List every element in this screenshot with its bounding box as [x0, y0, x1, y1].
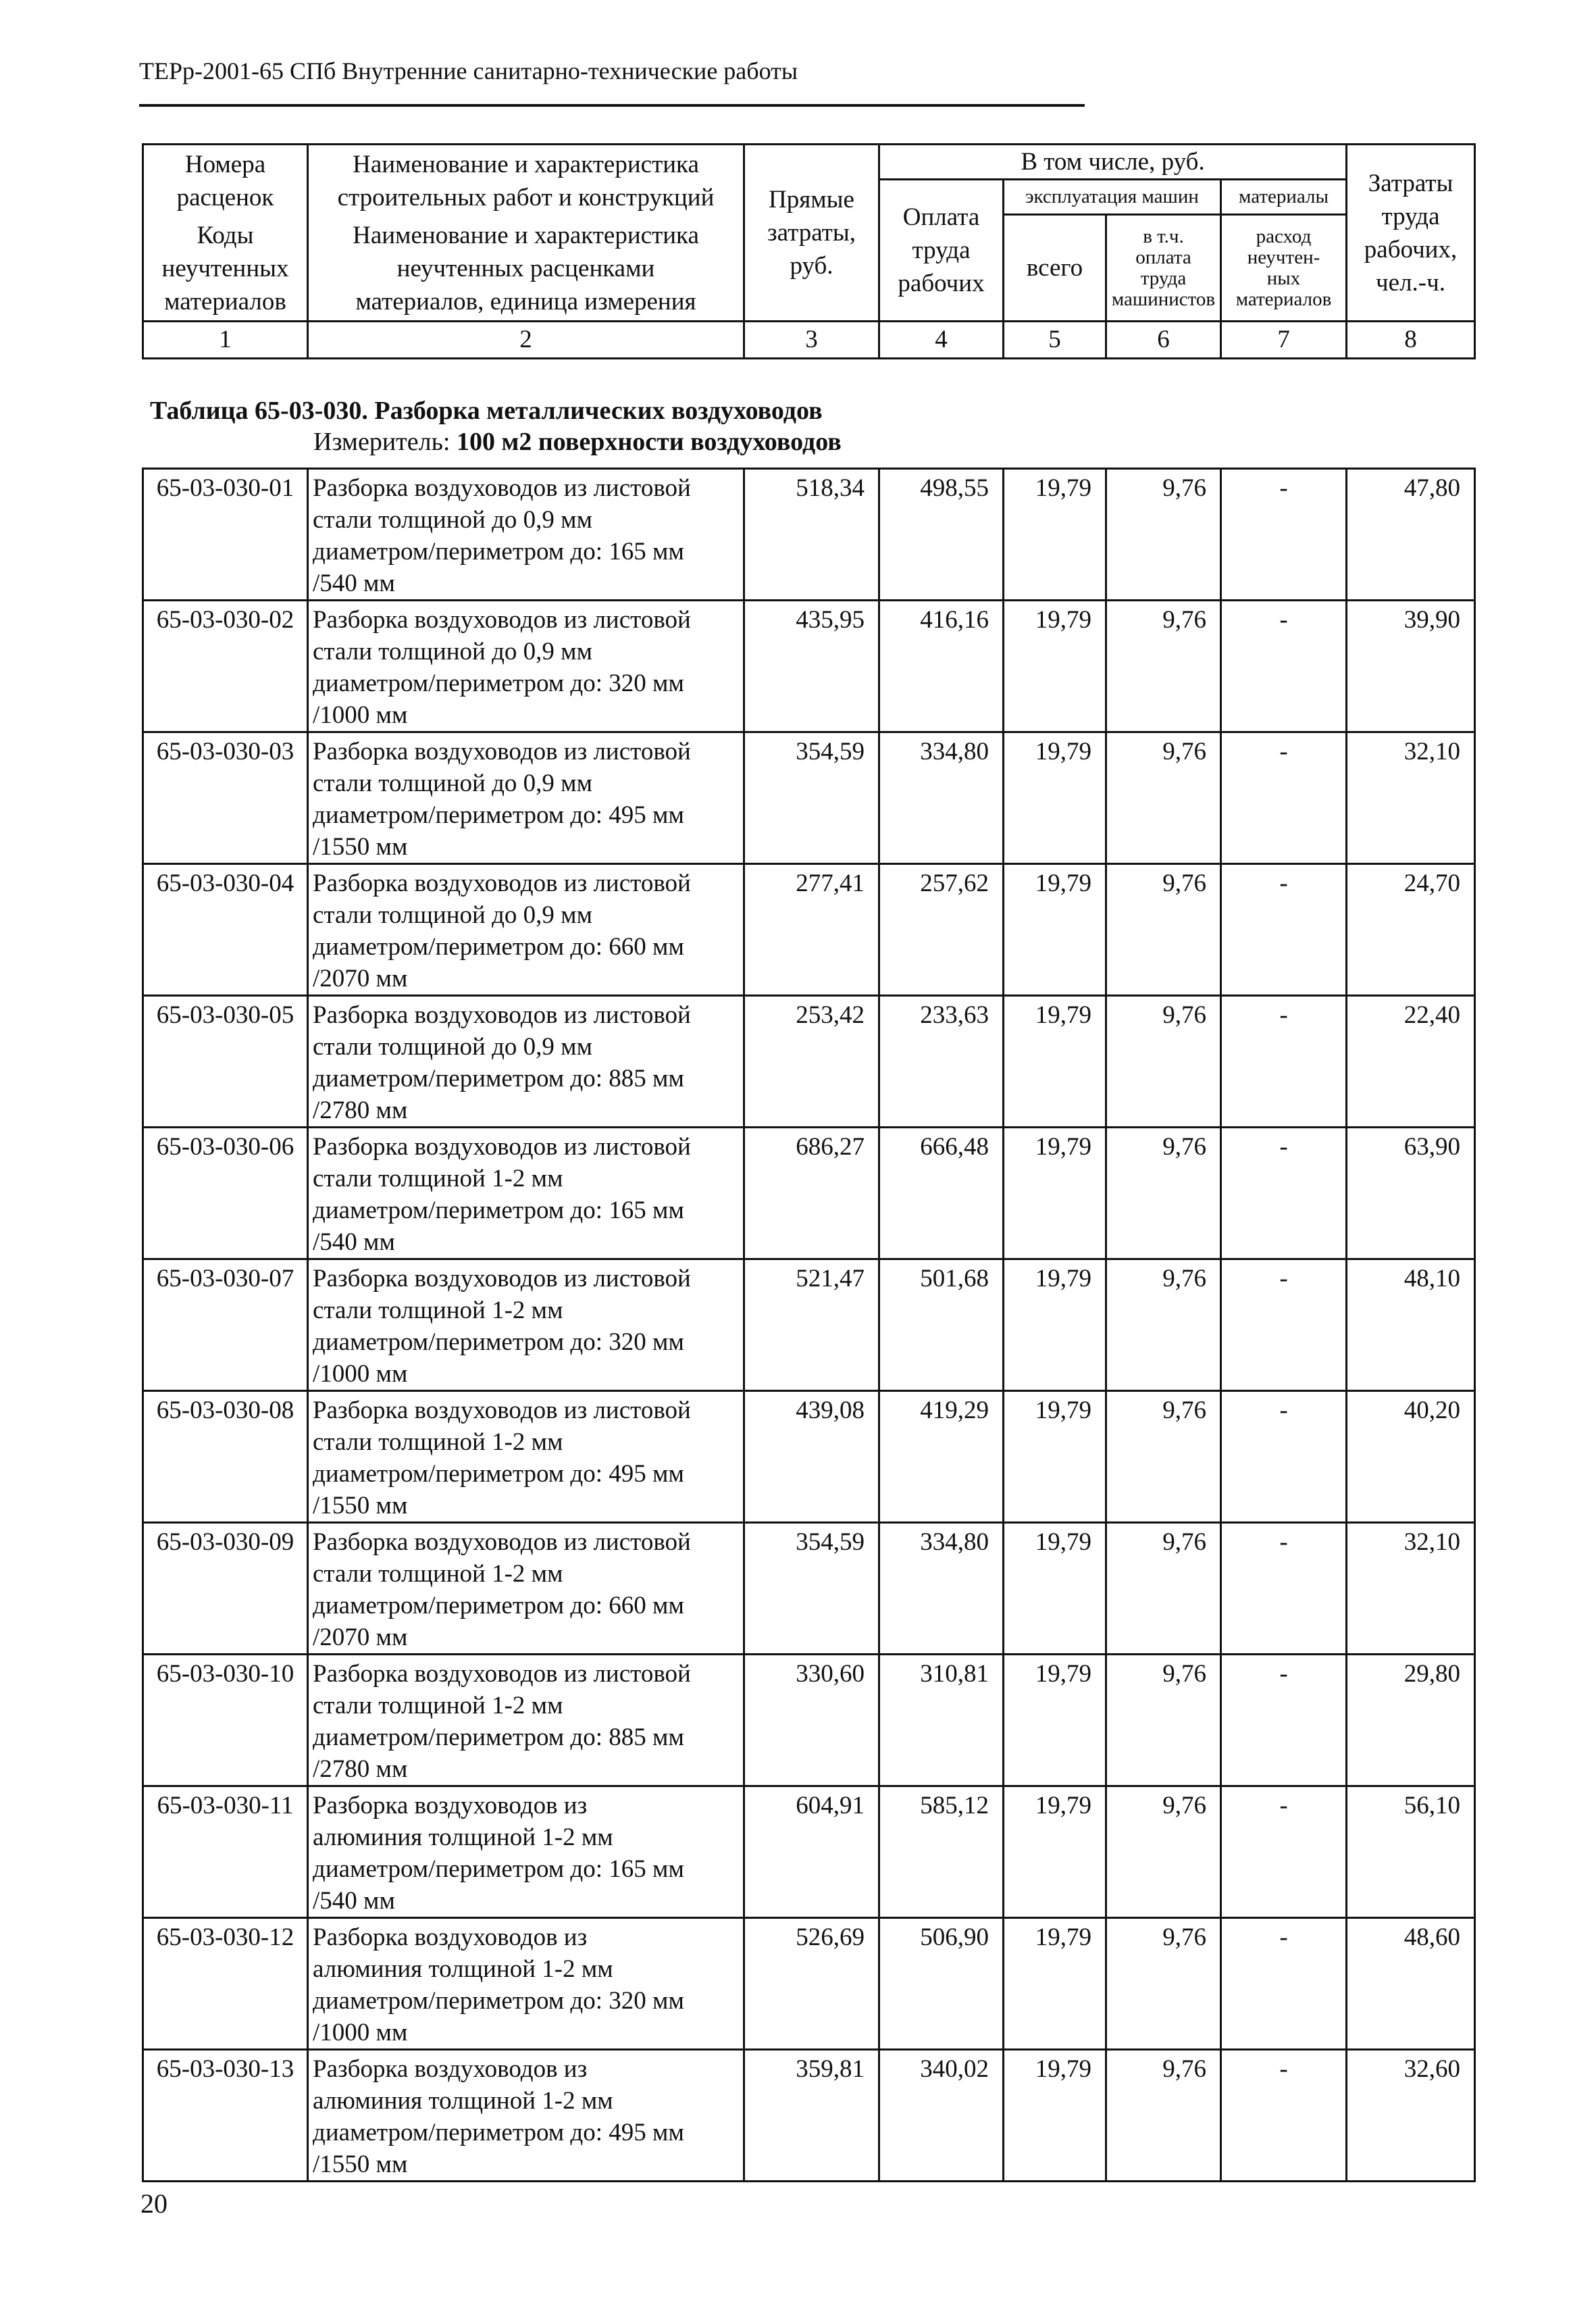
- machinists-pay: 9,76: [1106, 996, 1221, 1128]
- labor-pay-header: Оплата труда рабочих: [879, 180, 1004, 322]
- rate-code: 65-03-030-13: [143, 2050, 308, 2182]
- rate-code: 65-03-030-03: [143, 732, 308, 864]
- work-name-line: /1550 мм: [313, 2150, 408, 2178]
- unaccounted-materials: -: [1221, 1128, 1347, 1259]
- column-number: 5: [1004, 322, 1106, 359]
- work-name-line: стали толщиной до 0,9 мм: [313, 770, 593, 797]
- work-name: [308, 1391, 744, 1523]
- labor-hours-header: Затраты труда рабочих, чел.-ч.: [1347, 145, 1475, 322]
- work-name: [308, 1128, 744, 1259]
- unaccounted-materials: -: [1221, 1918, 1347, 2050]
- unaccounted-materials: -: [1221, 601, 1347, 732]
- labor-pay: 310,81: [879, 1655, 1004, 1786]
- work-name: [308, 469, 744, 601]
- machines-total: 19,79: [1004, 1259, 1106, 1391]
- table-row: [143, 1786, 1475, 1918]
- table-measure: [313, 427, 842, 457]
- unaccounted-materials: -: [1221, 1391, 1347, 1523]
- column-number: 8: [1347, 322, 1475, 359]
- header-divider: [139, 104, 1085, 107]
- work-name-line: диаметром/периметром до: 495 мм: [313, 2119, 684, 2146]
- work-name-line: /1550 мм: [313, 833, 408, 861]
- work-name: [308, 1259, 744, 1391]
- machines-total: 19,79: [1004, 996, 1106, 1128]
- labor-hours: 29,80: [1347, 1655, 1475, 1786]
- column-number: 7: [1221, 322, 1347, 359]
- labor-hours: 48,60: [1347, 1918, 1475, 2050]
- work-name-line: Разборка воздуховодов из: [313, 1923, 588, 1951]
- machines-total: 19,79: [1004, 732, 1106, 864]
- table-row: [143, 864, 1475, 996]
- direct-costs: 439,08: [744, 1391, 879, 1523]
- work-name-line: стали толщиной до 0,9 мм: [313, 638, 593, 665]
- work-name: [308, 1655, 744, 1786]
- labor-pay: 257,62: [879, 864, 1004, 996]
- direct-costs: 518,34: [744, 469, 879, 601]
- machines-total-header: всего: [1004, 215, 1106, 322]
- labor-hours: 32,10: [1347, 1523, 1475, 1655]
- labor-pay: 506,90: [879, 1918, 1004, 2050]
- labor-pay: 585,12: [879, 1786, 1004, 1918]
- work-name-line: /2070 мм: [313, 1624, 408, 1651]
- rate-code: 65-03-030-02: [143, 601, 308, 732]
- direct-costs: 277,41: [744, 864, 879, 996]
- work-name-line: стали толщиной до 0,9 мм: [313, 1033, 593, 1061]
- rate-code: 65-03-030-01: [143, 469, 308, 601]
- col1-bottom-header: Коды неучтенных материалов: [143, 218, 308, 322]
- work-name-line: Разборка воздуховодов из листовой: [313, 1001, 691, 1029]
- rate-code: 65-03-030-10: [143, 1655, 308, 1786]
- table-title: Таблица 65-03-030. Разборка металлических воздуховодов: [150, 397, 823, 425]
- rate-code: 65-03-030-07: [143, 1259, 308, 1391]
- table-row: [143, 601, 1475, 732]
- work-name-line: диаметром/периметром до: 165 мм: [313, 1855, 684, 1883]
- work-name: [308, 1918, 744, 2050]
- direct-costs: 604,91: [744, 1786, 879, 1918]
- machinists-pay: 9,76: [1106, 1259, 1221, 1391]
- table-row: [143, 1523, 1475, 1655]
- labor-hours: 63,90: [1347, 1128, 1475, 1259]
- unaccounted-materials: -: [1221, 1523, 1347, 1655]
- work-name-line: Разборка воздуховодов из листовой: [313, 1133, 691, 1161]
- machines-total: 19,79: [1004, 2050, 1106, 2182]
- work-name-line: Разборка воздуховодов из листовой: [313, 474, 691, 502]
- direct-costs: 359,81: [744, 2050, 879, 2182]
- work-name: [308, 996, 744, 1128]
- column-numbers-row: [143, 322, 1475, 359]
- machinists-pay: 9,76: [1106, 1128, 1221, 1259]
- machines-total: 19,79: [1004, 1523, 1106, 1655]
- col2-bottom-header: Наименование и характеристика неучтенных расценками материалов, единица измерения: [308, 218, 744, 322]
- unaccounted-materials: -: [1221, 1655, 1347, 1786]
- unaccounted-materials: -: [1221, 996, 1347, 1128]
- labor-pay: 340,02: [879, 2050, 1004, 2182]
- machines-total: 19,79: [1004, 1918, 1106, 2050]
- labor-hours: 47,80: [1347, 469, 1475, 601]
- table-row: [143, 2050, 1475, 2182]
- labor-hours: 32,10: [1347, 732, 1475, 864]
- unaccounted-materials: -: [1221, 469, 1347, 601]
- table-row: [143, 1655, 1475, 1786]
- machinists-pay: 9,76: [1106, 1918, 1221, 2050]
- machines-total: 19,79: [1004, 601, 1106, 732]
- table-row: [143, 1259, 1475, 1391]
- direct-costs: 435,95: [744, 601, 879, 732]
- work-name-line: /2070 мм: [313, 965, 408, 992]
- work-name-line: диаметром/периметром до: 885 мм: [313, 1065, 684, 1092]
- table-row: [143, 469, 1475, 601]
- direct-costs: 354,59: [744, 1523, 879, 1655]
- work-name-line: Разборка воздуховодов из листовой: [313, 1397, 691, 1424]
- unaccounted-materials: -: [1221, 1786, 1347, 1918]
- work-name-line: стали толщиной до 0,9 мм: [313, 506, 593, 534]
- machinists-pay-header: в т.ч. оплата труда машинистов: [1106, 215, 1221, 322]
- work-name: [308, 732, 744, 864]
- rate-code: 65-03-030-09: [143, 1523, 308, 1655]
- labor-pay: 416,16: [879, 601, 1004, 732]
- direct-costs: 686,27: [744, 1128, 879, 1259]
- work-name: [308, 864, 744, 996]
- rate-code: 65-03-030-06: [143, 1128, 308, 1259]
- work-name-line: /2780 мм: [313, 1755, 408, 1783]
- unaccounted-materials: -: [1221, 2050, 1347, 2182]
- labor-hours: 39,90: [1347, 601, 1475, 732]
- machinists-pay: 9,76: [1106, 469, 1221, 601]
- labor-pay: 419,29: [879, 1391, 1004, 1523]
- table-row: [143, 1918, 1475, 2050]
- work-name-line: Разборка воздуховодов из листовой: [313, 738, 691, 765]
- work-name-line: стали толщиной 1-2 мм: [313, 1560, 563, 1588]
- rate-code: 65-03-030-12: [143, 1918, 308, 2050]
- rates-table-body: [143, 469, 1475, 2182]
- work-name-line: /1000 мм: [313, 2019, 408, 2046]
- work-name: [308, 601, 744, 732]
- work-name-line: Разборка воздуховодов из листовой: [313, 1265, 691, 1292]
- unaccounted-materials: -: [1221, 864, 1347, 996]
- materials-header: материалы: [1221, 180, 1347, 215]
- rate-code: 65-03-030-11: [143, 1786, 308, 1918]
- col1-top-header: Номера расценок: [143, 145, 308, 218]
- group-header: В том числе, руб.: [879, 145, 1347, 180]
- work-name-line: Разборка воздуховодов из листовой: [313, 870, 691, 897]
- table-row: [143, 732, 1475, 864]
- machinists-pay: 9,76: [1106, 1655, 1221, 1786]
- work-name-line: диаметром/периметром до: 495 мм: [313, 801, 684, 829]
- work-name-line: диаметром/периметром до: 165 мм: [313, 1197, 684, 1224]
- rate-code: 65-03-030-04: [143, 864, 308, 996]
- machines-total: 19,79: [1004, 1786, 1106, 1918]
- work-name-line: стали толщиной до 0,9 мм: [313, 901, 593, 929]
- document-title: ТЕРр-2001-65 СПб Внутренние санитарно-технические работы: [139, 57, 798, 84]
- work-name-line: /1000 мм: [313, 1360, 408, 1388]
- labor-hours: 24,70: [1347, 864, 1475, 996]
- direct-costs: 521,47: [744, 1259, 879, 1391]
- work-name-line: Разборка воздуховодов из: [313, 2055, 588, 2083]
- work-name-line: диаметром/периметром до: 320 мм: [313, 670, 684, 697]
- work-name-line: Разборка воздуховодов из листовой: [313, 1660, 691, 1688]
- machinists-pay: 9,76: [1106, 864, 1221, 996]
- work-name-line: алюминия толщиной 1-2 мм: [313, 2087, 613, 2115]
- labor-hours: 32,60: [1347, 2050, 1475, 2182]
- col2-top-header: Наименование и характеристика строительных работ и конструкций: [308, 145, 744, 218]
- machines-total: 19,79: [1004, 1128, 1106, 1259]
- work-name-line: алюминия толщиной 1-2 мм: [313, 1955, 613, 1983]
- table-header: [142, 143, 1476, 359]
- work-name: [308, 2050, 744, 2182]
- labor-hours: 22,40: [1347, 996, 1475, 1128]
- labor-pay: 233,63: [879, 996, 1004, 1128]
- work-name-line: /2780 мм: [313, 1097, 408, 1124]
- work-name: [308, 1786, 744, 1918]
- column-number: 2: [308, 322, 744, 359]
- unaccounted-materials: -: [1221, 732, 1347, 864]
- machinists-pay: 9,76: [1106, 1391, 1221, 1523]
- labor-pay: 666,48: [879, 1128, 1004, 1259]
- work-name-line: диаметром/периметром до: 495 мм: [313, 1460, 684, 1488]
- work-name-line: Разборка воздуховодов из листовой: [313, 1528, 691, 1556]
- table-row: [143, 996, 1475, 1128]
- work-name-line: стали толщиной 1-2 мм: [313, 1165, 563, 1192]
- rate-code: 65-03-030-08: [143, 1391, 308, 1523]
- labor-pay: 334,80: [879, 732, 1004, 864]
- work-name-line: стали толщиной 1-2 мм: [313, 1297, 563, 1324]
- work-name-line: Разборка воздуховодов из листовой: [313, 606, 691, 634]
- column-number: 3: [744, 322, 879, 359]
- measure-value: 100 м2 поверхности воздуховодов: [457, 428, 842, 456]
- direct-costs: 354,59: [744, 732, 879, 864]
- work-name-line: диаметром/периметром до: 660 мм: [313, 1592, 684, 1619]
- machines-total: 19,79: [1004, 1391, 1106, 1523]
- work-name-line: /540 мм: [313, 1887, 395, 1915]
- work-name-line: /540 мм: [313, 570, 395, 597]
- machinists-pay: 9,76: [1106, 1786, 1221, 1918]
- labor-pay: 498,55: [879, 469, 1004, 601]
- direct-costs: 330,60: [744, 1655, 879, 1786]
- work-name-line: /1550 мм: [313, 1492, 408, 1519]
- work-name-line: /540 мм: [313, 1228, 395, 1256]
- labor-hours: 40,20: [1347, 1391, 1475, 1523]
- work-name-line: диаметром/периметром до: 165 мм: [313, 538, 684, 565]
- work-name-line: диаметром/периметром до: 320 мм: [313, 1328, 684, 1356]
- labor-hours: 56,10: [1347, 1786, 1475, 1918]
- labor-pay: 334,80: [879, 1523, 1004, 1655]
- work-name-line: диаметром/периметром до: 885 мм: [313, 1724, 684, 1751]
- machines-total: 19,79: [1004, 469, 1106, 601]
- labor-pay: 501,68: [879, 1259, 1004, 1391]
- work-name-line: стали толщиной 1-2 мм: [313, 1692, 563, 1719]
- machinists-pay: 9,76: [1106, 2050, 1221, 2182]
- column-number: 6: [1106, 322, 1221, 359]
- column-number: 4: [879, 322, 1004, 359]
- labor-hours: 48,10: [1347, 1259, 1475, 1391]
- page-number: 20: [140, 2188, 168, 2219]
- machines-total: 19,79: [1004, 1655, 1106, 1786]
- machines-total: 19,79: [1004, 864, 1106, 996]
- work-name-line: Разборка воздуховодов из: [313, 1792, 588, 1819]
- column-number: 1: [143, 322, 308, 359]
- unaccounted-materials-header: расход неучтен- ных материалов: [1221, 215, 1347, 322]
- machinists-pay: 9,76: [1106, 732, 1221, 864]
- rates-table: [142, 468, 1476, 2182]
- work-name-line: алюминия толщиной 1-2 мм: [313, 1823, 613, 1851]
- measure-label: Измеритель:: [313, 428, 451, 456]
- direct-costs: 253,42: [744, 996, 879, 1128]
- machines-header: эксплуатация машин: [1004, 180, 1221, 215]
- machinists-pay: 9,76: [1106, 1523, 1221, 1655]
- work-name-line: диаметром/периметром до: 660 мм: [313, 933, 684, 961]
- rate-code: 65-03-030-05: [143, 996, 308, 1128]
- direct-costs: 526,69: [744, 1918, 879, 2050]
- unaccounted-materials: -: [1221, 1259, 1347, 1391]
- work-name-line: диаметром/периметром до: 320 мм: [313, 1987, 684, 2015]
- work-name: [308, 1523, 744, 1655]
- direct-costs-header: Прямые затраты, руб.: [744, 145, 879, 322]
- work-name-line: стали толщиной 1-2 мм: [313, 1428, 563, 1456]
- work-name-line: /1000 мм: [313, 701, 408, 729]
- table-row: [143, 1391, 1475, 1523]
- table-row: [143, 1128, 1475, 1259]
- machinists-pay: 9,76: [1106, 601, 1221, 732]
